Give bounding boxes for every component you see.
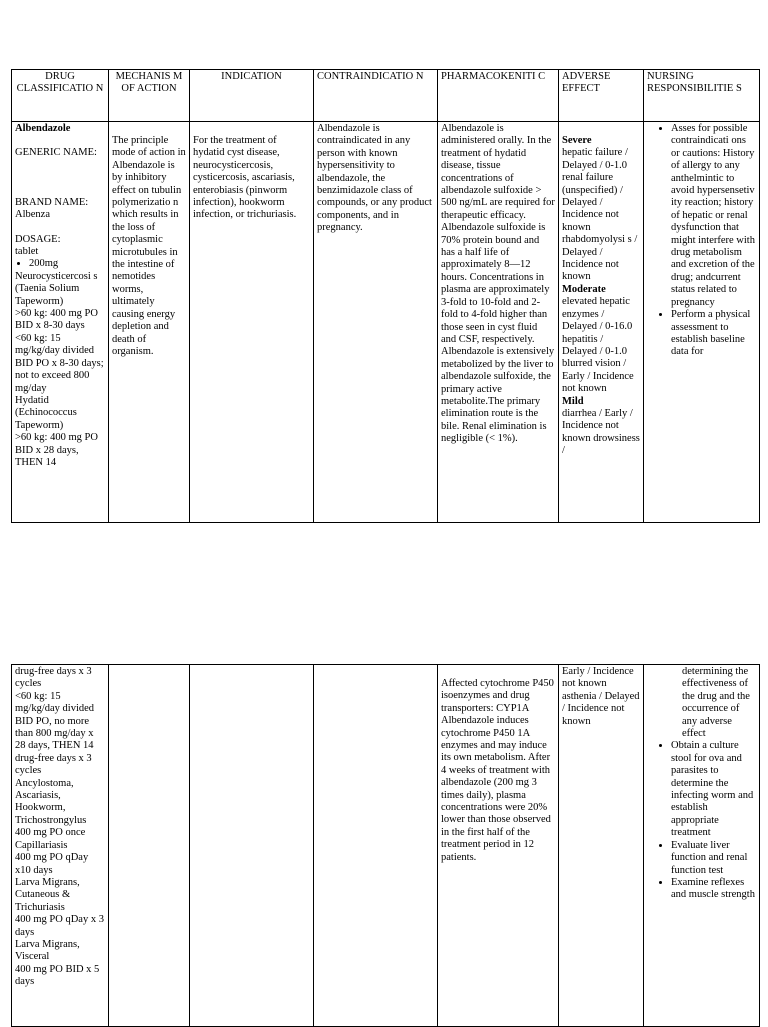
list-item: • Asses for possible contraindicati ons or cautions: History of allergy to any anthelmintic to avoid hypersensetiv ity reaction; history of hepatic or renal dysfunction that might interfere with drug metabolism and excretion of the drug; andcurrent status related to pregnancy	[671, 123, 756, 309]
drug-classification-cell: drug-free days x 3 cycles <60 kg: 15 mg/kg/day divided BID PO, no more than 800 mg/day x 28 days, THEN 14 drug-free days x 3 cycles Ancylostoma, Ascariasis, Hookworm, Trichostrongylus 400 mg PO once Capillariasis 400 mg PO qDay x10 days Larva Migrans, Cutaneous & Trichuriasis 400 mg PO qDay x 3 days Larva Migrans, Visceral 400 mg PO BID x 5 days	[12, 665, 109, 1027]
indication-text: For the treatment of hydatid cyst disease, neurocysticercosis, cysticercosis, ascariasis, enterobiasis (pinworm infection), hookworm infection, or trichuriasis.	[193, 135, 297, 221]
contraindication-cell	[314, 665, 438, 1027]
moderate-label: Moderate	[562, 283, 606, 295]
list-item: • Obtain a culture stool for ova and parasites to determine the infecting worm and establish appropriate treatment	[671, 740, 756, 839]
brand-name-label: BRAND NAME:	[15, 196, 89, 208]
table-row	[12, 122, 760, 523]
drug-study-table-page-2	[11, 664, 760, 1027]
list-item: • 200mg	[29, 258, 105, 270]
moderate-effects: elevated hepatic enzymes / Delayed / 0-16.0 hepatitis / Delayed / 0-1.0 blurred vision / Early / Incidence not known	[562, 296, 634, 395]
list-item: • Evaluate liver function and renal function test	[671, 840, 756, 877]
contraindication-cell: Albendazole is contraindicated in any person with known hypersensitivity to albendazole, the benzimidazole class of compounds, or any product components, and in pregnancy.	[314, 122, 438, 523]
mechanism-of-action-cell	[109, 665, 190, 1027]
mechanism-text: The principle mode of action in Albendazole is by inhibitory effect on tubulin polymerizatio n which results in the loss of cytoplasmic microtubules in the intestine of nemotides worms, ultimately causing energy depletion and death of organism.	[112, 135, 186, 357]
nursing-list	[647, 123, 756, 359]
header-nursing-responsibilities: NURSING RESPONSIBILITIE S	[644, 70, 760, 122]
pharmacokinetic-cell	[438, 665, 559, 1027]
drug-name: Albendazole	[15, 123, 71, 134]
mild-label: Mild	[562, 395, 584, 407]
dose-list	[15, 258, 105, 270]
list-item: • Examine reflexes and muscle strength	[671, 877, 756, 902]
mild-effects: diarrhea / Early / Incidence not known drowsiness /	[562, 407, 640, 457]
pharmacokinetic-text: Affected cytochrome P450 isoenzymes and drug transporters: CYP1A Albendazole induces cytochrome P450 1A enzymes and may induce its own metabolism. After 4 weeks of treatment with albendazole (200 mg 3 times daily), plasma concentrations were 20% lower than those observed in the first half of the treatment period in 12 patients.	[441, 678, 554, 863]
header-contraindication: CONTRAINDICATIO N	[314, 70, 438, 122]
nursing-list	[647, 740, 756, 901]
header-pharmacokinetic: PHARMACOKENITI C	[438, 70, 559, 122]
pharmacokinetic-cell: Albendazole is administered orally. In the treatment of hydatid disease, tissue concentrations of albendazole sulfoxide > 500 ng/mL are required for therapeutic efficacy. Albendazole sulfoxide is 70% protein bound and has a half life of approximately 8—12 hours. Concentrations in plasma are approximately 3-fold to 10-fold and 2-fold to 4-fold higher than those seen in cyst fluid and CSF, respectively. Albendazole is extensively metabolized by the liver to albendazole sulfoxide, the primary active metabolite.The primary elimination route is the bile. Renal elimination is negligible (< 1%).	[438, 122, 559, 523]
nursing-continuation: determining the effectiveness of the drug and the occurrence of any adverse effect	[682, 666, 750, 740]
generic-name-label: GENERIC NAME:	[15, 147, 97, 159]
drug-classification-cell	[12, 122, 109, 523]
indication-cell	[190, 665, 314, 1027]
dosage-instructions: Neurocysticercosi s (Taenia Solium Tapeworm) >60 kg: 400 mg PO BID x 8-30 days <60 kg: 15 mg/kg/day divided BID PO x 8-30 days; not to exceed 800 mg/day Hydatid (Echinococcus Tapeworm) >60 kg: 400 mg PO BID x 28 days, THEN 14	[15, 270, 104, 468]
mechanism-of-action-cell	[109, 122, 190, 523]
severe-label: Severe	[562, 135, 592, 146]
nursing-responsibilities-cell	[644, 665, 760, 1027]
brand-name-value: Albenza	[15, 209, 50, 221]
header-indication: INDICATION	[190, 70, 314, 122]
severe-effects: hepatic failure / Delayed / 0-1.0 renal failure (unspecified) / Delayed / Incidence not known rhabdomyolysi s / Delayed / Incidence not known	[562, 147, 638, 283]
adverse-effect-cell: Early / Incidence not known asthenia / Delayed / Incidence not known	[559, 665, 644, 1027]
header-row	[12, 70, 760, 122]
dosage-label: DOSAGE:	[15, 233, 61, 245]
drug-study-table-page-1	[11, 69, 760, 523]
header-mechanism-of-action: MECHANIS M OF ACTION	[109, 70, 190, 122]
table-row	[12, 665, 760, 1027]
header-adverse-effect: ADVERSE EFFECT	[559, 70, 644, 122]
list-item: • Perform a physical assessment to establish baseline data for	[671, 309, 756, 359]
indication-cell	[190, 122, 314, 523]
nursing-responsibilities-cell	[644, 122, 760, 523]
adverse-effect-cell	[559, 122, 644, 523]
header-drug-classification: DRUG CLASSIFICATIO N	[12, 70, 109, 122]
dosage-form: tablet	[15, 246, 39, 258]
